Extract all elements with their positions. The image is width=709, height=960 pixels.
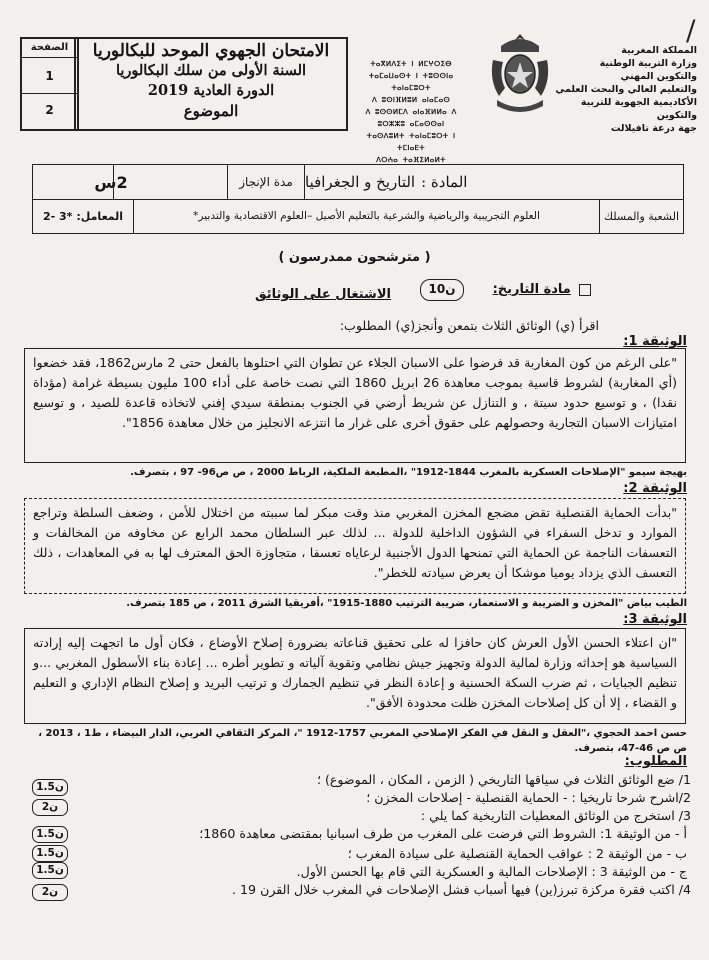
exam-level: السنة الأولى من سلك البكالوريا bbox=[115, 62, 307, 79]
section-subtitle: الاشتغال على الوثائق bbox=[255, 287, 391, 302]
ministry-header bbox=[547, 44, 697, 135]
subject-label: المادة : bbox=[421, 173, 468, 191]
document-3-label: الوثيقة 3: bbox=[623, 612, 687, 627]
section-title: مادة التاريخ: bbox=[492, 282, 571, 297]
doc-type: الموضوع bbox=[183, 102, 239, 120]
tifinagh-line: ⵜⴰⴳⵍⴷⵉⵜ ⵏ ⵍⵎⵖⵔⵉⴱ bbox=[370, 60, 452, 68]
coef-label: المعامل: bbox=[76, 209, 124, 223]
question-3b: ب - من الوثيقة 2 : عواقب الحماية القنصلية على سيادة المغرب ؛ bbox=[347, 846, 687, 861]
question-4: 4/ اكتب فقرة مركزة تبرز(ين) فيها أسباب فشل الإصلاحات في المغرب خلال القرن 19 . bbox=[232, 882, 691, 897]
required-title: المطلوب: bbox=[624, 754, 687, 769]
margin-stroke-mark: / bbox=[686, 14, 696, 47]
duration-value: 2س bbox=[94, 172, 128, 192]
coefficient-cell bbox=[33, 199, 133, 233]
question-2: 2/اشرح شرحا تاريخيا : - الحماية القنصلية - إصلاحات المخزن ؛ bbox=[366, 790, 691, 805]
ministry-line: جهة درعة تافيلالت bbox=[610, 123, 697, 134]
stream-value: العلوم التجريبية والرياضية والشرعية بالتعليم الأصيل –العلوم الاقتصادية والتدبير* bbox=[133, 199, 599, 233]
coat-of-arms-emblem bbox=[487, 30, 553, 118]
checkbox-icon bbox=[579, 284, 591, 296]
question-4-mark: 2ن bbox=[32, 884, 68, 901]
exam-title: الامتحان الجهوي الموحد للبكالوريا bbox=[92, 41, 330, 61]
instruction: اقرأ (ي) الوثائق الثلاث بتمعن وأنجز(ي) المطلوب: bbox=[339, 318, 599, 333]
document-1-source: بهيجة سيمو "الإصلاحات العسكرية بالمغرب 1844-1912" ،المطبعة الملكية، الرباط 2000 ، ص ص96- 97 ، بتصرف. bbox=[130, 467, 687, 478]
exam-title-box bbox=[74, 37, 348, 131]
ministry-line: المملكة المغربية bbox=[621, 45, 697, 56]
total-pages: 2 bbox=[45, 103, 54, 117]
ministry-line: الأكاديمية الجهوية للتربية والتكوين bbox=[580, 97, 697, 121]
duration-cell bbox=[33, 165, 227, 199]
question-3b-mark: 1.5ن bbox=[32, 845, 68, 862]
document-2-label: الوثيقة 2: bbox=[623, 481, 687, 496]
section-points-badge: 10ن bbox=[420, 279, 464, 301]
question-2-mark: 2ن bbox=[32, 799, 68, 816]
page-number: 1 bbox=[22, 59, 77, 94]
duration-label: مدة الإنجاز bbox=[227, 165, 305, 199]
history-section-title bbox=[493, 282, 591, 297]
question-1: 1/ ضع الوثائق الثلاث في سياقها التاريخي ( الزمن ، المكان ، الموضوع) ؛ bbox=[316, 772, 691, 787]
subject-cell bbox=[305, 165, 683, 199]
document-2-text: "بدأت الحماية القنصلية تقض مضجع المخزن المغربي منذ وقت مبكر لما سببته من اختلال للأمن ، وضعف السلطة وتراجع الموارد و تدخل السفراء في الشؤون الداخلية للدولة ... لذلك عبر السلطان محمد الرابع عن مخاوفه من المخالفات و التعسفات الناجمة عن الحماية التي تمنحها الدول الأجنبية لرعاياه تعسفا ، متجاوزة الحق المعترف لها به في المعاهدات ، ذلك التعسف الذي يزداد يوميا موشكا أن يعرض سيادته للخطر". bbox=[24, 498, 686, 594]
document-1-label: الوثيقة 1: bbox=[623, 334, 687, 349]
tifinagh-line: ⵜⴰⵙⴷⵓⵍⵜ ⵜⴰⵏⴰⵎⵓⵔⵜ ⵏ ⵜⵎⵏⴰⴹⵜ bbox=[366, 132, 456, 152]
tifinagh-line: ⴷⵔⵄⴰ ⵜⴰⴼⵉⵍⴰⵍⵜ bbox=[376, 156, 446, 164]
question-3a: أ - من الوثيقة 1: الشروط التي فرضت على المغرب من طرف اسبانيا بمقتضى معاهدة 1860؛ bbox=[199, 826, 687, 841]
ministry-line: والتعليم العالي والبحث العلمي bbox=[555, 84, 697, 95]
question-3: 3/ استخرج من الوثائق المعطيات التاريخية كما يلي : bbox=[420, 808, 691, 823]
ministry-line: وزارة التربية الوطنية bbox=[599, 58, 697, 69]
page-label: الصفحة bbox=[22, 39, 77, 58]
tifinagh-line: ⴷ ⵓⵙⵏⴼⵍⵓⵍ ⴰⵏⴰⵎⴰⵙ bbox=[372, 96, 450, 104]
document-3-source: حسن احمد الحجوي ،"العقل و النقل في الفكر الإصلاحي المغربي 1757-1912 "، المركز الثقافي العربي، الدار البيضاء ، ط1 ، 2013 ، ص ص 46-47، بتصرف. bbox=[38, 728, 687, 754]
document-3-text: "ان اعتلاء الحسن الأول العرش كان حافزا له على تحقيق قناعاته بضرورة إصلاح الأوضاع ، فكان أول ما اتجهت إليه إرادته السياسية هو إحداثه وزارة لمالية الدولة وتجهيز جيش نظامي وتقوية آلياته و تطوير أطره ... إعادة بناء الأسطول المغربي ...و تنظيم الجبايات ، ثم ضرب السكة الحسنية و إعادة النظر في تنظيم الجمارك و ترتيب البريد و إصلاح النظام الإداري و التعليم و القضاء ، إلا أن كل إصلاحات المخزن ظلت محدودة الأفق". bbox=[24, 628, 686, 724]
ministry-line: والتكوين المهني bbox=[620, 71, 697, 82]
document-2-source: الطيب بياض "المخزن و الضريبة و الاستعمار، ضريبة الترتيب 1880-1915" ،أفريقيا الشرق 2011 ، ص 185 بتصرف. bbox=[126, 598, 687, 609]
subject-grid bbox=[32, 164, 684, 234]
subject-name: التاريخ و الجغرافيا bbox=[305, 173, 416, 191]
question-3c-mark: 1.5ن bbox=[32, 862, 68, 879]
question-3a-mark: 1.5ن bbox=[32, 826, 68, 843]
tifinagh-line: ⵜⴰⵎⴰⵡⴰⵙⵜ ⵏ ⵜⵓⵙⵙⵏⴰ ⵜⴰⵏⴰⵎⵓⵔⵜ bbox=[368, 72, 454, 92]
question-3c: ج - من الوثيقة 3 : الإصلاحات المالية و العسكرية التي قام بها الحسن الأول. bbox=[296, 864, 687, 879]
question-1-mark: 1.5ن bbox=[32, 779, 68, 796]
document-1-text: "على الرغم من كون المغاربة قد فرضوا على الاسبان الجلاء عن تطوان التي احتلوها بالفعل حتى 2 مارس1862، فقد خضعوا (أي المغاربة) لشروط قاسية بموجب معاهدة 26 ابريل 1860 التي نصت خاصة على أداء 100 مليون بسيطة غرامة (مؤداة نقدا) ، و توسيع حدود سبتة ، و التنازل عن شريط أرضي في الجنوب بمنطقة سيدي إفني لاتخاذه قاعدة للصيد ، و توسيع امتيازات الاسبان التجارية وحصولهم على حقوق أخرى على غرار ما انتزعه الانجليز من خلال معاهدة 1856". bbox=[24, 348, 686, 463]
tifinagh-header bbox=[352, 58, 470, 166]
page-number-box bbox=[20, 37, 79, 131]
candidates-note: ( مترشحون ممدرسون ) bbox=[278, 250, 431, 265]
stream-label: الشعبة والمسلك bbox=[599, 199, 683, 233]
tifinagh-line: ⴷ ⵓⵙⵙⵍⵎⴷ ⴰⵏⴰⴼⵍⵍⴰ ⴷ ⵓⵔⵣⵣⵓ ⴰⵎⴰⵙⵙⴰⵏ bbox=[365, 108, 457, 128]
coef-value: 2- 3* bbox=[42, 209, 73, 223]
exam-session: الدورة العادية 2019 bbox=[147, 82, 275, 99]
